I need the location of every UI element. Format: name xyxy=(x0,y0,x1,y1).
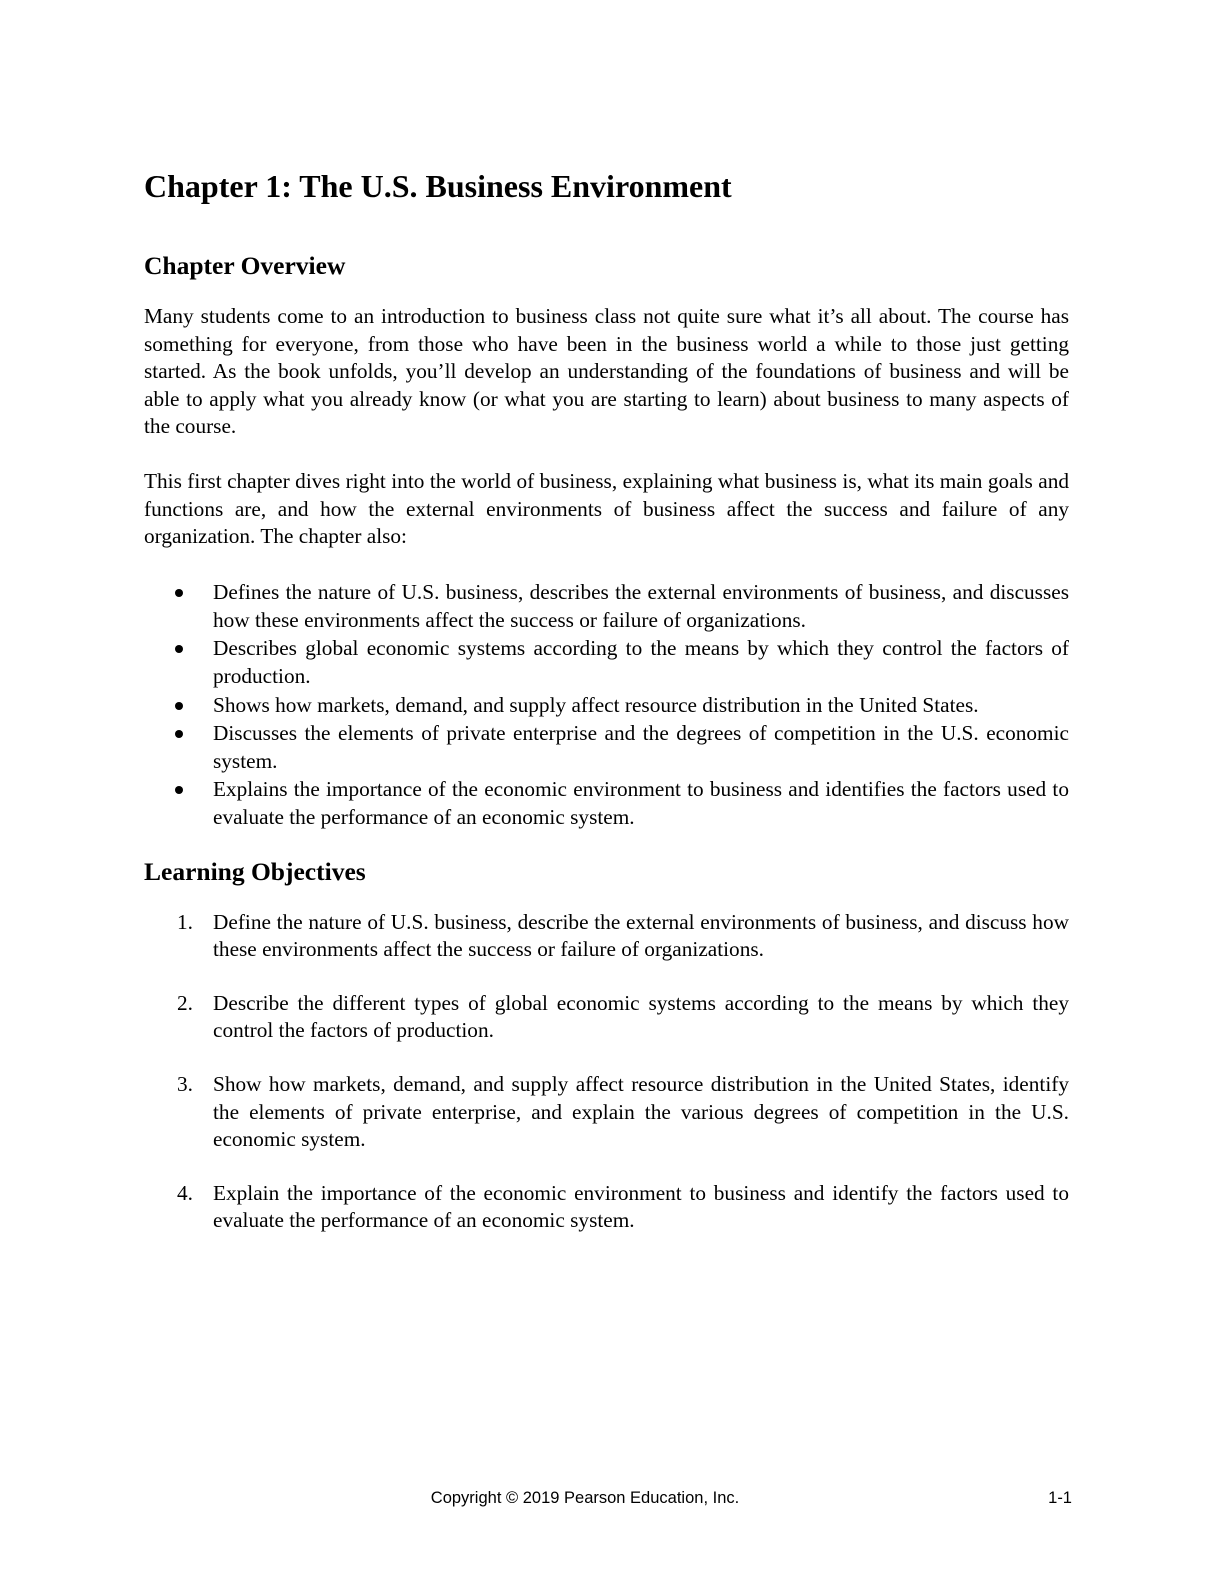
bullet-item xyxy=(144,634,1069,690)
overview-paragraph: Many students come to an introduction to business class not quite sure what it’s all about. The course has something for everyone, from those who have been in the business world a while to those just getting started. As the book unfolds, you’ll develop an understanding of the foundations of business and will be able to apply what you already know (or what you are starting to learn) about business to many aspects of the course. xyxy=(144,304,1069,439)
bullet-item xyxy=(144,691,1069,719)
bullet-text: Discusses the elements of private enterprise and the degrees of competition in the U.S. economic system. xyxy=(213,720,1069,773)
objective-text: Explain the importance of the economic environment to business and identify the factors used to evaluate the performance of an economic system. xyxy=(213,1181,1069,1233)
bullet-text: Explains the importance of the economic environment to business and identifies the factors used to evaluate the performance of an economic system. xyxy=(213,777,1069,830)
bullet-icon xyxy=(175,645,183,653)
bullet-icon xyxy=(175,730,183,738)
chapter-overview-heading: Chapter Overview xyxy=(144,251,346,280)
bullet-item xyxy=(144,719,1069,775)
objective-item xyxy=(144,1180,1069,1234)
overview-bullet-list xyxy=(144,578,1069,832)
objective-item xyxy=(144,1071,1069,1153)
bullet-text: Describes global economic systems according to the means by which they control the factors of production. xyxy=(213,636,1069,689)
bullet-item xyxy=(144,775,1069,831)
objective-number: 2. xyxy=(177,990,193,1015)
overview-paragraph: This first chapter dives right into the world of business, explaining what business is, what its main goals and functions are, and how the external environments of business affect the success and failure of any organization. The chapter also: xyxy=(144,468,1069,549)
copyright-notice: Copyright © 2019 Pearson Education, Inc. xyxy=(430,1489,740,1507)
objective-item xyxy=(144,909,1069,963)
learning-objectives-list xyxy=(144,909,1069,1235)
objective-number: 3. xyxy=(177,1072,193,1097)
bullet-text: Defines the nature of U.S. business, describes the external environments of business, and discusses how these environments affect the success or failure of organizations. xyxy=(213,579,1069,632)
objective-item xyxy=(144,990,1069,1044)
bullet-icon xyxy=(175,702,183,710)
objective-text: Show how markets, demand, and supply affect resource distribution in the United States, identify the elements of private enterprise, and explain the various degrees of competition in the U.S. economic system. xyxy=(213,1072,1069,1151)
objective-number: 1. xyxy=(177,909,193,934)
chapter-title: Chapter 1: The U.S. Business Environment xyxy=(144,168,732,204)
bullet-icon xyxy=(175,786,183,794)
learning-objectives-heading: Learning Objectives xyxy=(144,856,366,886)
objective-number: 4. xyxy=(177,1181,193,1205)
bullet-icon xyxy=(175,589,183,597)
objective-text: Define the nature of U.S. business, describe the external environments of business, and discuss how these environments affect the success or failure of organizations. xyxy=(213,909,1069,961)
page-footer xyxy=(0,1486,1224,1510)
page-content xyxy=(144,166,1069,1261)
bullet-item xyxy=(144,578,1069,634)
page-number: 1-1 xyxy=(1048,1489,1072,1507)
objective-text: Describe the different types of global economic systems according to the means by which they control the factors of production. xyxy=(213,990,1069,1043)
bullet-text: Shows how markets, demand, and supply affect resource distribution in the United States. xyxy=(213,692,979,717)
